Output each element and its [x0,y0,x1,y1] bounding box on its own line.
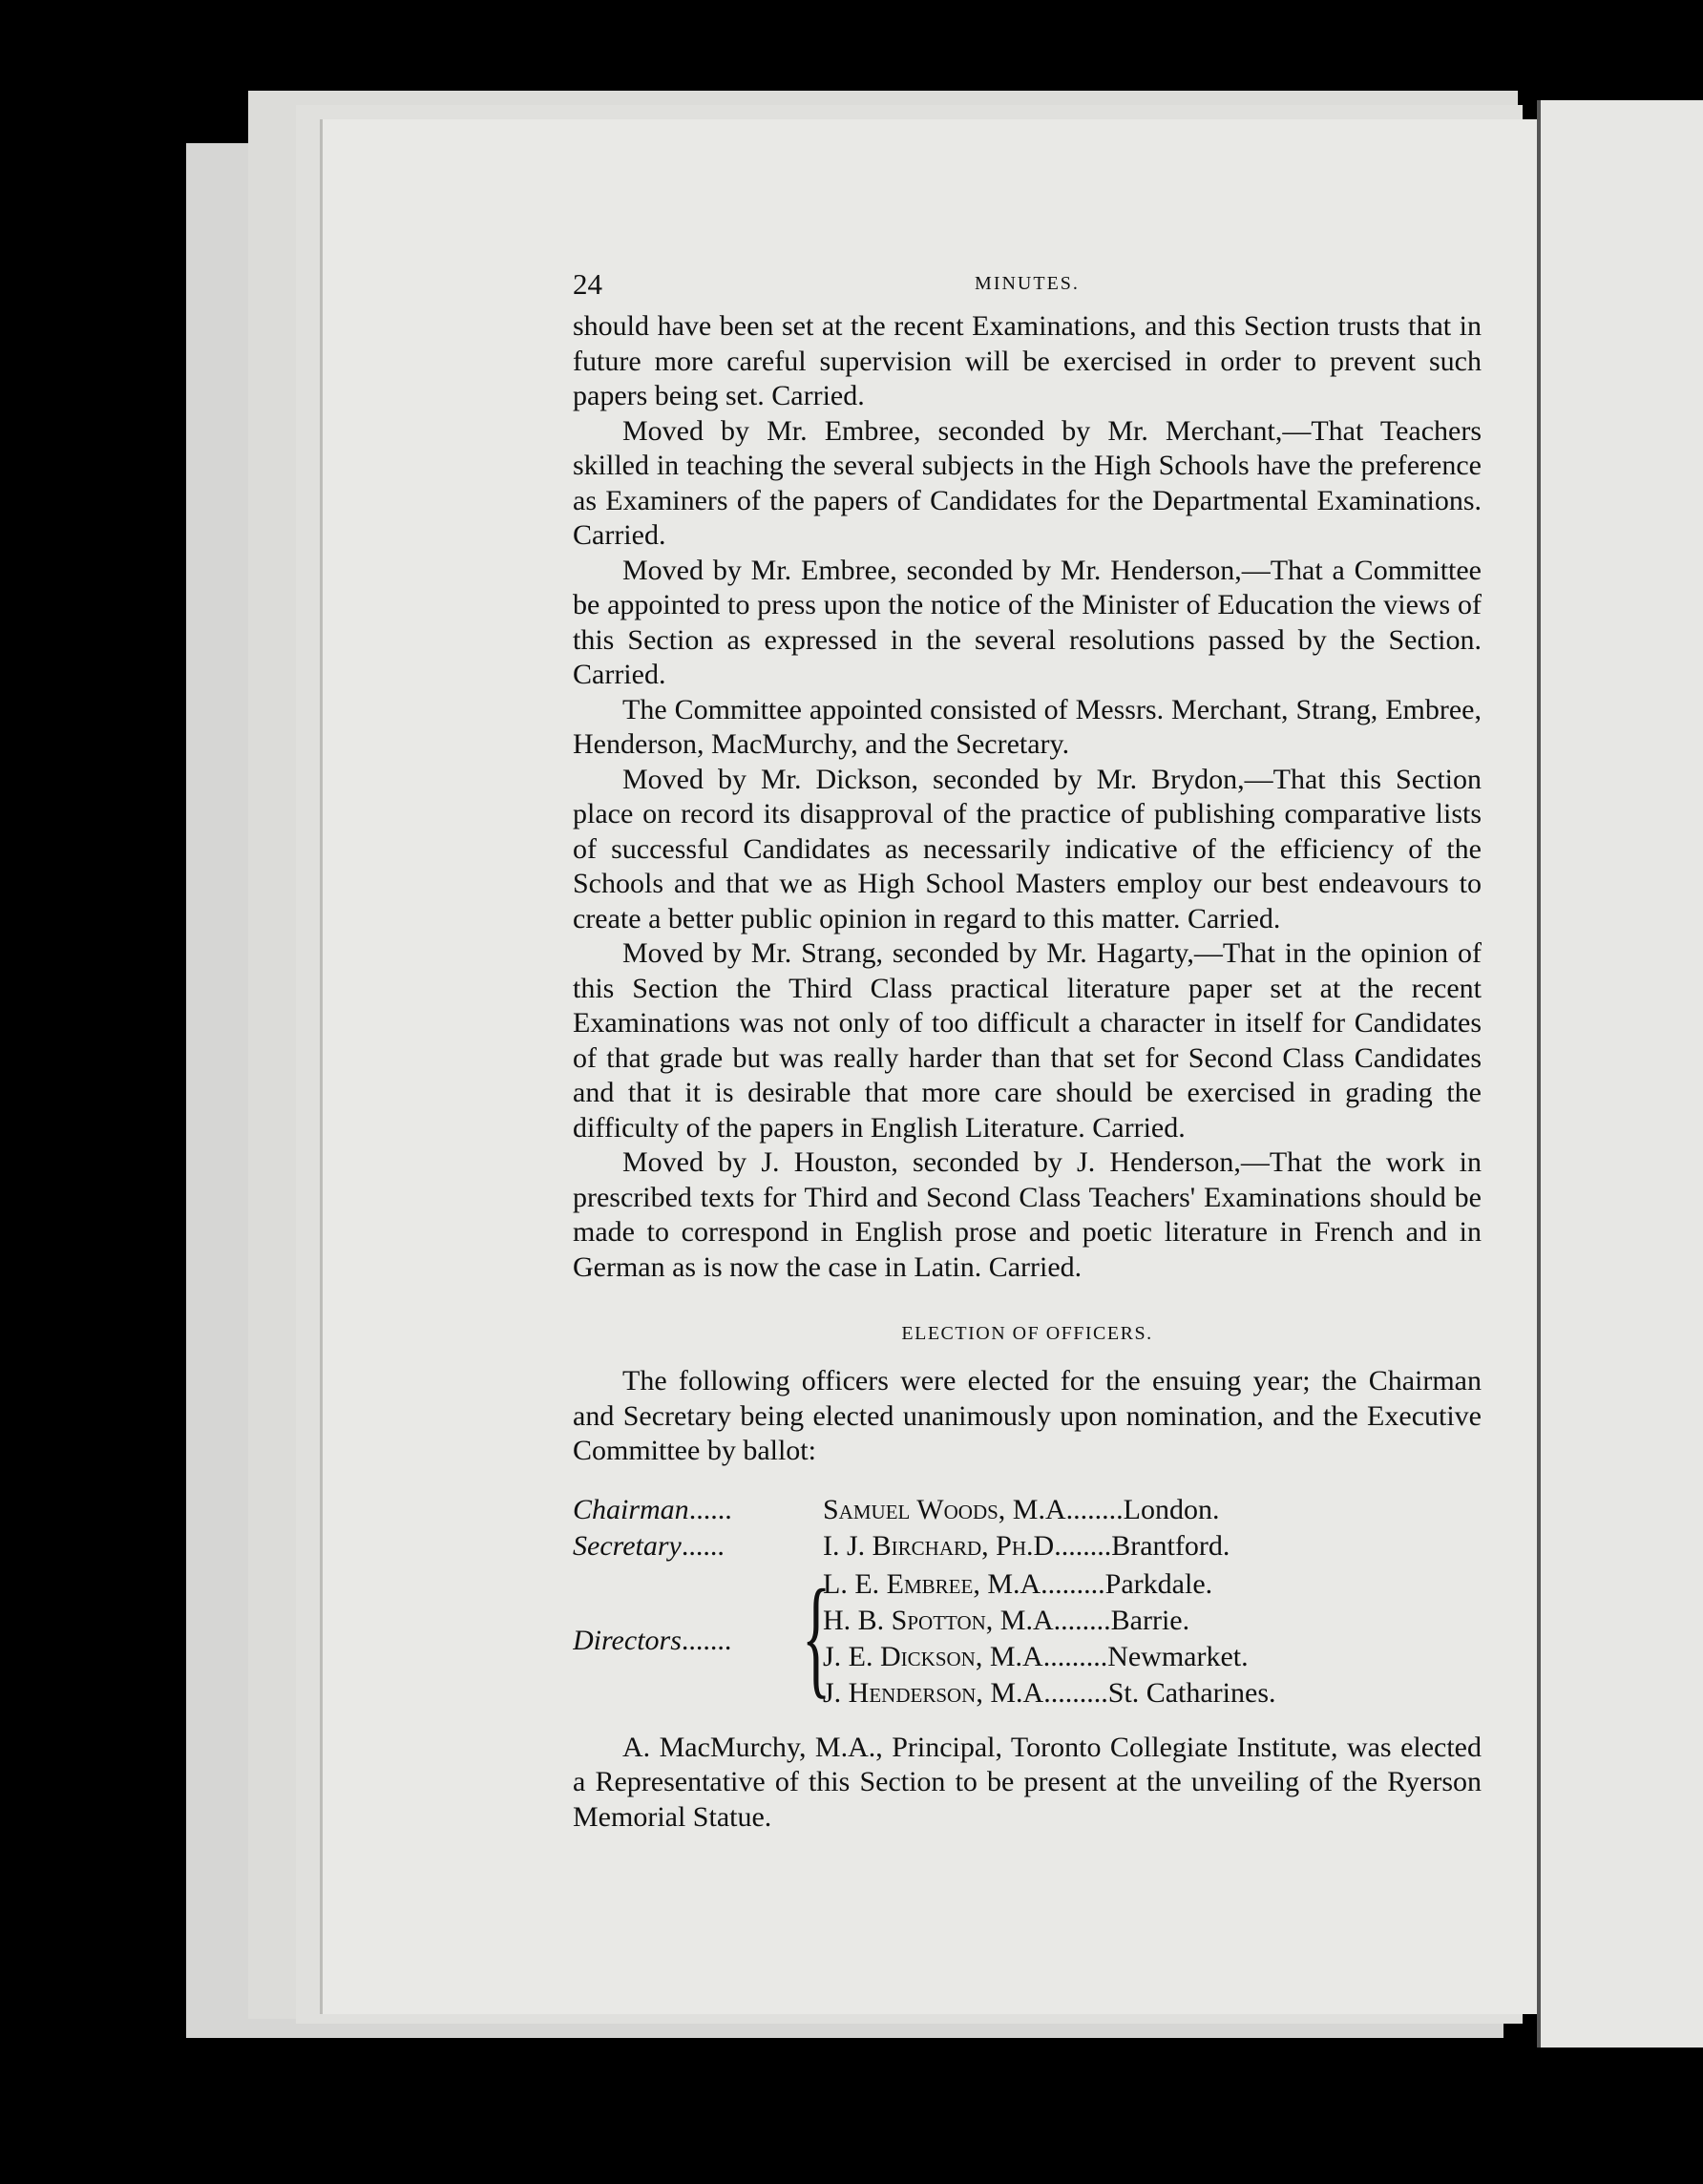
role-label: Directors....... [573,1624,732,1656]
paragraph: Moved by Mr. Dickson, seconded by Mr. Brydon,—That this Section place on record its disapproval of the practice of publishing comparative lists of successful Candidates as necessarily indicative of the efficiency of the Schools and that we as High School Masters employ our best endeavours to create a better public opinion in regard to this matter. Carried. [573,763,1482,934]
director-row: L. E. Embree, M.A.........Parkdale. [823,1567,1213,1600]
role-label: Secretary...... [573,1529,725,1562]
director-row: J. Henderson, M.A.........St. Catharines. [823,1676,1276,1709]
paragraph: The Committee appointed consisted of Messrs. Merchant, Strang, Embree, Henderson, MacMurchy, and the Secretary. [573,693,1482,760]
officer-row-chairman [573,1494,1482,1530]
page-content [573,267,1482,1835]
section-heading: ELECTION OF OFFICERS. [901,1323,1153,1344]
directors-list [823,1568,1276,1713]
officer-entry: Samuel Woods, M.A........London. [823,1493,1220,1525]
officer-entry: I. J. Birchard, Ph.D........Brantford. [823,1529,1230,1562]
paragraph: A. MacMurchy, M.A., Principal, Toronto Collegiate Institute, was elected a Representative of this Section to be present at the unveiling of the Ryerson Memorial Statue. [573,1731,1482,1833]
paragraph: Moved by Mr. Strang, seconded by Mr. Hagarty,—That in the opinion of this Section the Third Class practical literature paper set at the recent Examinations was not only of too difficult a character in itself for Candidates of that grade but was really harder than that set for Second Class Candidates and that it is desirable that more care should be exercised in grading the difficulty of the papers in English Literature. Carried. [573,937,1482,1144]
adjacent-page-sheet [1537,100,1703,2048]
director-row: J. E. Dickson, M.A.........Newmarket. [823,1640,1249,1672]
paragraph: should have been set at the recent Examinations, and this Section trusts that in future more careful supervision will be exercised in order to prevent such papers being set. Carried. [573,310,1482,411]
paragraph: The following officers were elected for the ensuing year; the Chairman and Secretary being elected unanimously upon nomination, and the Executive Committee by ballot: [573,1365,1482,1466]
page-header [573,267,1482,309]
brace-glyph: { [802,1562,831,1711]
director-row: H. B. Spotton, M.A........Barrie. [823,1604,1190,1636]
paragraph: Moved by Mr. Embree, seconded by Mr. Henderson,—That a Committee be appointed to press upon the notice of the Minister of Education the views of this Section as expressed in the several resolutions passed by the Section. Carried. [573,554,1482,690]
officers-list [573,1494,1482,1713]
running-head: MINUTES. [975,273,1080,294]
paragraph: Moved by Mr. Embree, seconded by Mr. Merchant,—That Teachers skilled in teaching the several subjects in the High Schools have the preference as Examiners of the papers of Candidates for the Departmental Examinations. Carried. [573,414,1482,551]
officer-row-secretary [573,1530,1482,1566]
directors-group [573,1562,1482,1713]
page-number: 24 [573,267,602,301]
paragraph: Moved by J. Houston, seconded by J. Henderson,—That the work in prescribed texts for Third and Second Class Teachers' Examinations should be made to correspond in English prose and poetic literature in French and in German as is now the case in Latin. Carried. [573,1146,1482,1283]
role-label: Chairman...... [573,1493,732,1525]
